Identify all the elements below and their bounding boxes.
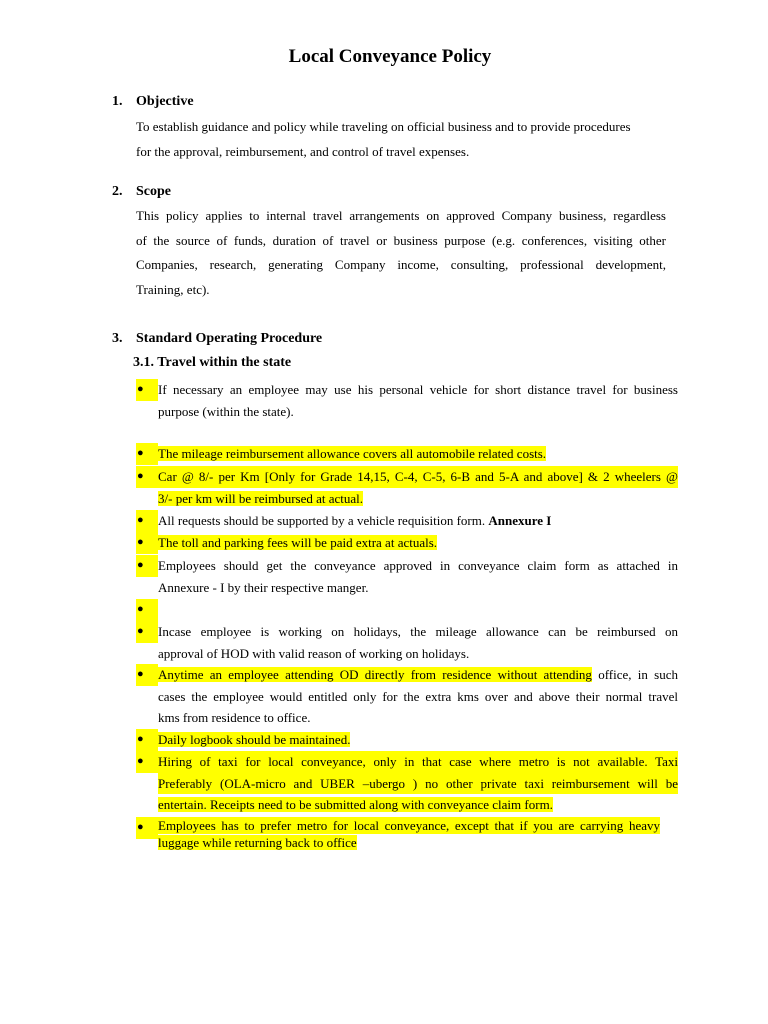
objective-paragraph <box>136 115 666 164</box>
subsection-heading-travel-within-state: 3.1. Travel within the state <box>133 355 292 370</box>
list-item-line: Hiring of taxi for local conveyance, only in that case where metro is not available. Taxi <box>158 751 678 773</box>
list-item-line: kms from residence to office. <box>158 710 311 725</box>
list-item-text <box>158 751 678 816</box>
list-item-line: All requests should be supported by a vehicle requisition form. <box>158 513 486 528</box>
list-item <box>136 532 678 554</box>
list-item-line: approval of HOD with valid reason of working on holidays. <box>158 645 470 661</box>
scope-line: Training, etc). <box>136 282 210 298</box>
list-item-line: Incase employee is working on holidays, the mileage allowance can be reimbursed on <box>158 624 678 639</box>
bullet-marker: ● <box>136 751 158 773</box>
list-item-line: luggage while returning back to office <box>158 835 357 850</box>
list-item-line: Preferably (OLA-micro and UBER –ubergo ) no other private taxi reimbursement will be <box>158 773 678 795</box>
list-item-text <box>158 621 678 664</box>
bullet-marker: ● <box>136 599 158 621</box>
list-item <box>136 664 678 729</box>
list-item <box>136 729 678 751</box>
scope-paragraph <box>136 204 666 303</box>
list-item-line: Employees has to prefer metro for local conveyance, except that if you are carrying heavy <box>158 818 660 833</box>
section-number-objective: 1. <box>112 94 123 109</box>
scope-line: of the source of funds, duration of travel or business purpose (e.g. conferences, visiting other <box>136 232 666 248</box>
section-heading-sop: Standard Operating Procedure <box>136 331 323 346</box>
objective-line: for the approval, reimbursement, and control of travel expenses. <box>136 143 470 159</box>
bullet-marker: ● <box>136 817 158 839</box>
highlighted-text: Anytime an employee attending OD directly from residence without attending <box>158 667 592 682</box>
list-item-line: Car @ 8/- per Km [Only for Grade 14,15, C-4, C-5, 6-B and 5-A and above] & 2 wheelers @ <box>158 466 678 488</box>
section-heading-objective: Objective <box>136 94 194 109</box>
section-number-sop: 3. <box>112 331 123 346</box>
list-item-text <box>158 466 678 509</box>
list-item <box>136 443 678 465</box>
bullet-marker: ● <box>136 532 158 554</box>
list-item-text <box>158 555 678 598</box>
bullet-marker: ● <box>136 621 158 643</box>
list-item <box>136 510 678 532</box>
list-item <box>136 817 678 851</box>
list-item-line: entertain. Receipts need to be submitted along with conveyance claim form. <box>158 797 553 812</box>
list-item-line: If necessary an employee may use his personal vehicle for short distance travel for business <box>158 382 678 397</box>
annexure-reference: Annexure I <box>488 513 552 528</box>
list-item <box>136 379 678 422</box>
bullet-marker: ● <box>136 379 158 401</box>
bullet-marker: ● <box>136 729 158 751</box>
list-item-text <box>158 729 678 751</box>
list-item-line: The toll and parking fees will be paid extra at actuals. <box>158 535 438 550</box>
list-item-text <box>158 443 678 465</box>
document-title: Local Conveyance Policy <box>288 46 492 67</box>
list-item-text <box>158 532 678 554</box>
list-item-line <box>158 664 678 686</box>
list-item <box>136 466 678 509</box>
bullet-marker: ● <box>136 466 158 488</box>
scope-line: This policy applies to internal travel arrangements on approved Company business, regardless <box>136 208 666 223</box>
list-item-text <box>158 510 678 532</box>
bullet-marker: ● <box>136 510 158 532</box>
bullet-marker: ● <box>136 664 158 686</box>
list-item-text <box>158 817 678 851</box>
objective-line: To establish guidance and policy while traveling on official business and to provide procedures <box>136 119 631 134</box>
list-item <box>136 621 678 664</box>
list-item-line: Annexure - I by their respective manger. <box>158 579 369 595</box>
bullet-marker: ● <box>136 443 158 465</box>
list-item-line: 3/- per km will be reimbursed at actual. <box>158 490 364 506</box>
list-item <box>136 555 678 598</box>
scope-line: Companies, research, generating Company income, consulting, professional development, <box>136 257 666 273</box>
list-item-text <box>158 379 678 422</box>
bullet-marker: ● <box>136 555 158 577</box>
list-item-line: Daily logbook should be maintained. <box>158 732 351 747</box>
list-item-line: The mileage reimbursement allowance covers all automobile related costs. <box>158 446 547 461</box>
list-item <box>136 751 678 816</box>
section-heading-scope: Scope <box>136 184 171 199</box>
list-item-text <box>158 664 678 729</box>
section-number-scope: 2. <box>112 184 123 199</box>
list-item-line: Employees should get the conveyance approved in conveyance claim form as attached in <box>158 558 678 573</box>
list-item-line: purpose (within the state). <box>158 403 294 419</box>
plain-text: office, in such <box>591 667 678 682</box>
list-item-line: cases the employee would entitled only for the extra kms over and above their normal travel <box>158 688 678 704</box>
